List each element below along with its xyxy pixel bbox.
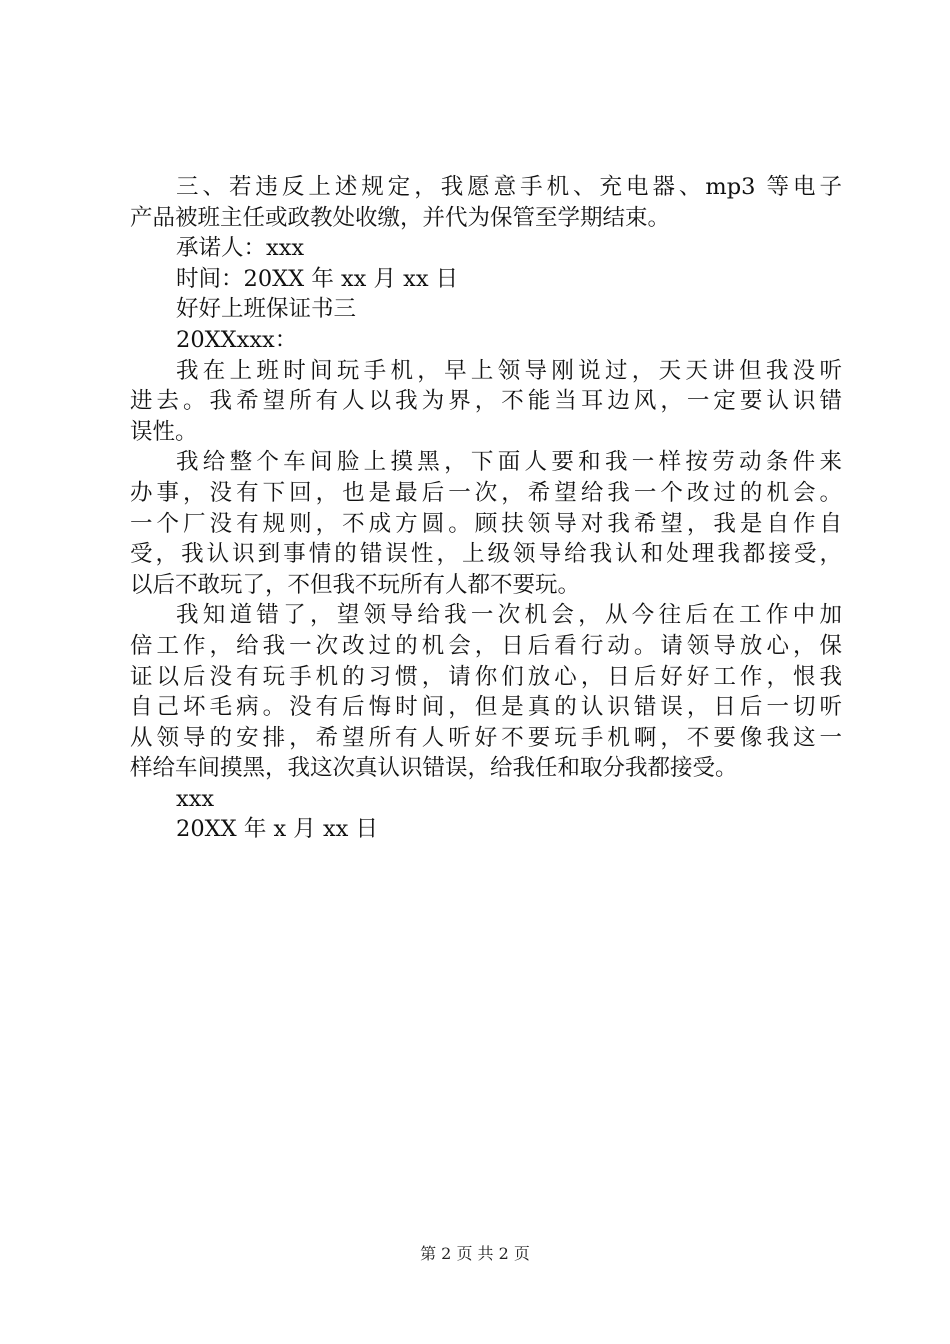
signature-date: 20XX 年 x 月 xx 日 [176, 816, 378, 843]
paragraph-2-line-3: 一个厂没有规则，不成方圆。顾扶领导对我希望，我是自作自 [130, 510, 842, 537]
paragraph-3-line-3: 证以后没有玩手机的习惯，请你们放心，日后好好工作，恨我 [130, 663, 842, 690]
clause-three-line-2: 产品被班主任或政教处收缴，并代为保管至学期结束。 [130, 204, 671, 231]
date-line: 时间：20XX 年 xx 月 xx 日 [176, 265, 459, 292]
paragraph-2-line-2: 办事，没有下回，也是最后一次，希望给我一个改过的机会。 [130, 479, 842, 506]
paragraph-3-line-6: 样给车间摸黑，我这次真认识错误，给我任和取分我都接受。 [130, 755, 738, 782]
paragraph-3-line-5: 从领导的安排，希望所有人听好不要玩手机啊，不要像我这一 [130, 724, 842, 751]
paragraph-3-line-1: 我知道错了，望领导给我一次机会，从今往后在工作中加 [176, 602, 842, 629]
page-footer: 第 2 页 共 2 页 [420, 1244, 530, 1263]
section-title: 好好上班保证书三 [176, 296, 357, 323]
paragraph-1-line-3: 误性。 [130, 418, 198, 445]
paragraph-2-line-5: 以后不敢玩了，不但我不玩所有人都不要玩。 [130, 571, 581, 598]
pledger-line: 承诺人：xxx [176, 235, 305, 262]
paragraph-3-line-2: 倍工作，给我一次改过的机会，日后看行动。请领导放心，保 [130, 632, 842, 659]
paragraph-1-line-1: 我在上班时间玩手机，早上领导刚说过，天天讲但我没听 [176, 357, 842, 384]
signature-name: xxx [176, 785, 215, 812]
paragraph-3-line-4: 自己坏毛病。没有后悔时间，但是真的认识错误，日后一切听 [130, 694, 842, 721]
paragraph-2-line-4: 受，我认识到事情的错误性，上级领导给我认和处理我都接受， [130, 541, 842, 568]
document-body [130, 172, 842, 845]
paragraph-1-line-2: 进去。我希望所有人以我为界，不能当耳边风，一定要认识错 [130, 388, 842, 415]
clause-three-line-1: 三、若违反上述规定，我愿意手机、充电器、mp3 等电子 [176, 174, 842, 200]
salutation: 20XXxxx： [176, 326, 298, 353]
paragraph-2-line-1: 我给整个车间脸上摸黑，下面人要和我一样按劳动条件来 [176, 449, 842, 476]
